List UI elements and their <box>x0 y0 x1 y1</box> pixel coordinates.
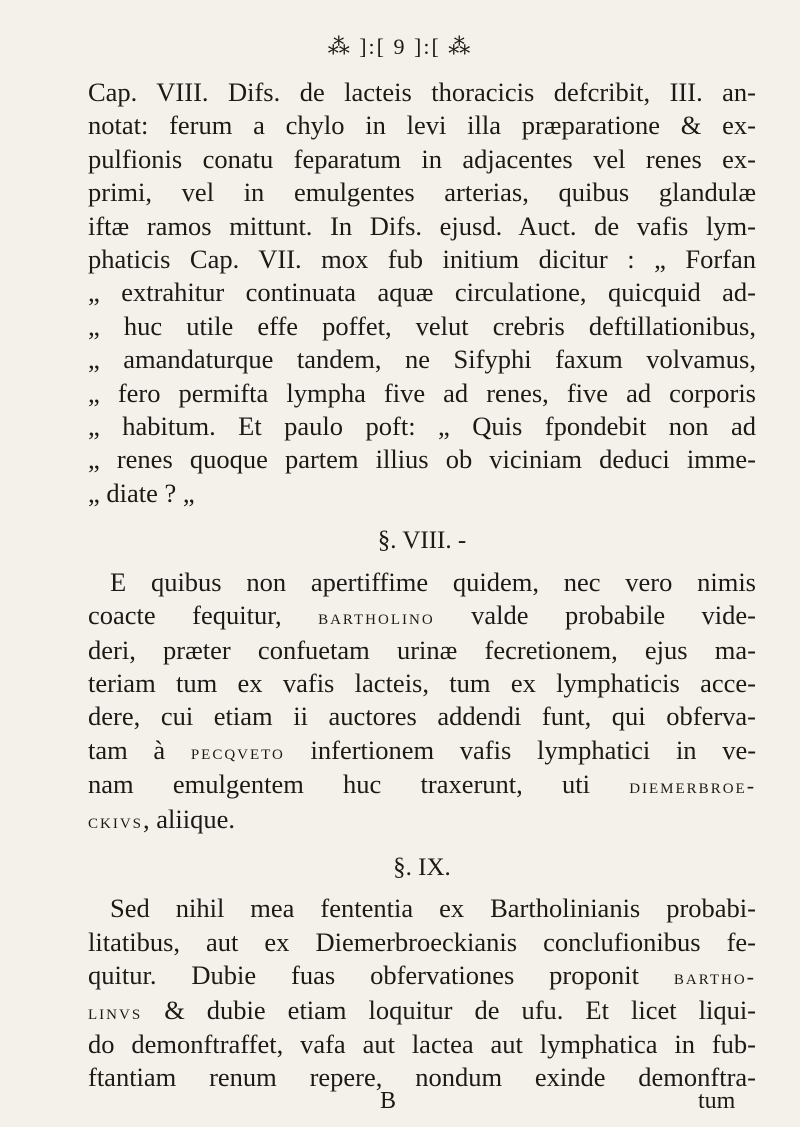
text-line <box>88 994 756 1028</box>
text-line: notat: ferum a chylo in levi illa præparatione & ex- <box>88 110 756 141</box>
author-name: linvs <box>88 998 143 1024</box>
text-line: „ huc utile effe poffet, velut crebris deftillationibus, <box>88 310 756 341</box>
text-line: iftæ ramos mittunt. In Difs. ejusd. Auct. de vafis lym- <box>88 210 756 241</box>
author-name: bartholino <box>318 604 435 630</box>
text-run: tam à <box>88 734 166 765</box>
author-name: ckivs <box>88 807 144 833</box>
text-line: „ amandaturque tandem, ne Sifyphi faxum volvamus, <box>88 344 756 375</box>
running-head: ⁂ ]:[ 9 ]:[ ⁂ <box>327 34 473 59</box>
author-name: pecqveto <box>190 738 285 764</box>
text-line: „ renes quoque partem illius ob viciniam deduci imme- <box>88 444 756 475</box>
signature-mark: B <box>380 1088 397 1114</box>
text-line: Sed nihil mea fententia ex Bartholinianis probabi- <box>110 893 756 924</box>
text-line: dere, cui etiam ii auctores addendi funt, qui obferva- <box>88 701 756 732</box>
author-name: diemerbroe- <box>629 773 757 799</box>
author-name: bartho- <box>673 964 757 990</box>
text-line: litatibus, aut ex Diemerbroeckianis conclufionibus fe- <box>88 926 756 957</box>
text-line: primi, vel in emulgentes arterias, quibus glandulæ <box>88 177 756 208</box>
text-line: Cap. VIII. Difs. de lacteis thoracicis defcribit, III. an- <box>88 77 756 107</box>
text-line: „ diate ? „ <box>88 477 195 508</box>
text-line: „ habitum. Et paulo poft: „ Quis fpondebit non ad <box>88 411 756 442</box>
text-line <box>88 734 756 768</box>
text-line: deri, præter confuetam urinæ fecretionem, ejus ma- <box>88 634 756 665</box>
text-run: valde probabile vide- <box>471 600 757 631</box>
text-line <box>88 959 756 993</box>
text-line: phaticis Cap. VII. mox fub initium dicitur : „ Forfan <box>88 244 756 275</box>
section-heading-ix: §. IX. <box>393 853 451 881</box>
text-run: coacte fequitur, <box>88 600 282 631</box>
text-run: , aliique. <box>143 803 236 834</box>
text-line: ftantiam renum repere, nondum exinde demonftra- <box>88 1062 756 1093</box>
text-run: nam emulgentem huc traxerunt, uti <box>88 769 590 800</box>
text-line <box>88 599 756 633</box>
text-run: infertionem vafis lymphatici in ve- <box>310 734 757 765</box>
text-line: „ extrahitur continuata aquæ circulatione, quicquid ad- <box>88 277 756 308</box>
text-line: pulfionis conatu feparatum in adjacentes vel renes ex- <box>88 143 756 174</box>
text-line <box>88 803 756 837</box>
text-line: do demonftraffet, vafa aut lactea aut lymphatica in fub- <box>88 1028 756 1059</box>
body-text <box>88 76 756 1095</box>
text-run: quitur. Dubie fuas obfervationes proponit <box>88 960 639 991</box>
text-line: teriam tum ex vafis lacteis, tum ex lymphaticis acce- <box>88 667 756 698</box>
text-run: & dubie etiam loquitur de ufu. Et licet liqui- <box>164 994 757 1025</box>
text-line <box>88 768 756 802</box>
text-line: „ fero permifta lympha five ad renes, five ad corporis <box>88 377 756 408</box>
text-line: E quibus non apertiffime quidem, nec vero nimis <box>110 566 756 597</box>
section-heading-viii: §. VIII. - <box>377 527 467 555</box>
catchword: tum <box>698 1088 736 1114</box>
